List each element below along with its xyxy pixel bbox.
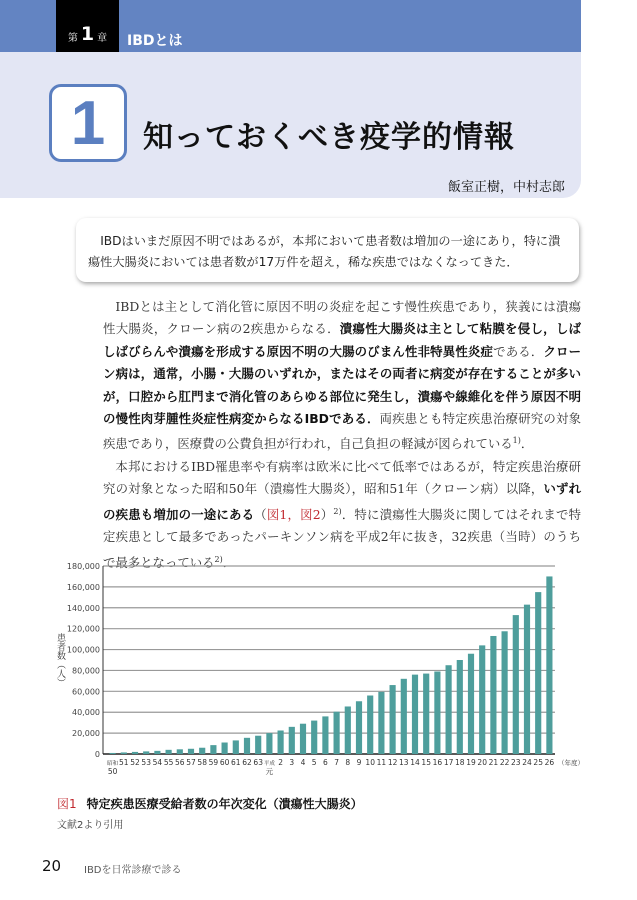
- y-tick-label: 160,000: [66, 582, 100, 592]
- bar: [154, 751, 160, 754]
- y-tick-label: 120,000: [66, 624, 100, 634]
- bar: [266, 733, 272, 754]
- x-tick-label: 52: [130, 758, 140, 767]
- bar: [345, 706, 351, 754]
- body-text: [103, 296, 581, 574]
- x-tick-label: 54: [152, 758, 163, 767]
- bar: [188, 749, 194, 754]
- bar: [199, 748, 205, 754]
- x-tick-label: 14: [410, 758, 420, 767]
- bar: [300, 724, 306, 754]
- x-tick-label: 26: [544, 758, 555, 767]
- y-tick-label: 180,000: [66, 562, 100, 571]
- text-segment: ．特に潰瘍性大腸炎に関してはそれまで特定疾患として最多であったパーキンソン病を平成2年に抜き，32疾患（当時）のうちで最多となっている: [103, 506, 582, 570]
- bar: [412, 675, 418, 754]
- abstract-box: IBDはいまだ原因不明ではあるが，本邦において患者数は増加の一途にあり，特に潰瘍性大腸炎においては患者数が17万件を超え，稀な疾患ではなくなってきた．: [76, 218, 579, 282]
- bar: [222, 743, 228, 754]
- bar: [278, 731, 284, 755]
- x-tick-label: 昭和: [107, 761, 119, 767]
- bar: [132, 752, 138, 754]
- bar: [289, 727, 295, 754]
- x-tick-label: 19: [466, 758, 476, 767]
- chapter-title: IBDとは: [127, 33, 183, 49]
- chapter-prefix: 第: [67, 33, 78, 44]
- x-tick-label: 55: [163, 758, 174, 767]
- bar: [166, 750, 172, 754]
- x-tick-label: 12: [387, 758, 398, 767]
- text-segment: ．: [520, 436, 534, 452]
- bar: [143, 751, 149, 754]
- y-axis-label: 患者数（人）: [55, 633, 65, 687]
- citation-superscript: 2): [333, 506, 342, 516]
- bar: [535, 592, 541, 754]
- x-tick-label: 56: [175, 758, 185, 767]
- x-tick-label: 20: [477, 758, 487, 767]
- x-tick-label: 58: [197, 758, 207, 767]
- bar: [502, 631, 508, 754]
- x-tick-label: 9: [356, 758, 362, 767]
- citation-superscript: 1): [512, 436, 521, 446]
- x-tick-label: 59: [208, 758, 219, 767]
- bar: [121, 752, 127, 754]
- x-tick-label: 2: [278, 758, 283, 767]
- x-tick-label-line2: 元: [265, 767, 274, 776]
- x-tick-label: 63: [253, 758, 263, 767]
- x-tick-label: 3: [289, 758, 295, 767]
- bar: [490, 636, 496, 754]
- text-segment: ．: [222, 554, 236, 570]
- x-tick-label: 平成: [263, 761, 275, 767]
- citation-superscript: 2): [214, 554, 223, 564]
- text-segment: 潰瘍性大腸炎は主として粘膜を侵し，しばしばびらんや潰瘍を形成する原因不明の大腸のびまん性非特異性炎症: [103, 321, 581, 359]
- text-segment: いずれの疾患も増加の一途にある: [103, 481, 581, 522]
- bar: [311, 721, 317, 754]
- x-tick-label: 22: [499, 758, 510, 767]
- figure-reference-link[interactable]: 図1，図2: [266, 506, 321, 522]
- bar: [356, 701, 362, 754]
- bar: [423, 674, 429, 754]
- bar: [434, 671, 440, 754]
- chapter-badge: [56, 0, 119, 52]
- x-tick-label: 17: [443, 758, 454, 767]
- x-tick-label: 13: [399, 758, 409, 767]
- bar: [233, 740, 239, 754]
- y-tick-label: 60,000: [72, 687, 100, 697]
- bar: [513, 615, 519, 754]
- bar: [524, 605, 530, 754]
- x-tick-label: 6: [323, 758, 328, 767]
- x-tick-label: 60: [219, 758, 230, 767]
- bar: [110, 753, 116, 754]
- bar: [255, 736, 261, 754]
- x-tick-label: 5: [311, 758, 317, 767]
- bar: [401, 679, 407, 754]
- text-segment: 両疾患とも特定疾患治療研究の対象疾患であり，医療費の公費負担が行われ，自己負担の軽減が図られている: [103, 411, 582, 452]
- x-tick-label: 62: [242, 758, 252, 767]
- bar: [367, 696, 373, 754]
- x-axis-label: （年度）: [558, 759, 584, 767]
- bar: [210, 745, 216, 754]
- x-tick-label: 7: [334, 758, 339, 767]
- text-segment: 本邦におけるIBD罹患率や有病率は欧米に比べて低率ではあるが，特定疾患治療研究の対象となった昭和50年（潰瘍性大腸炎），昭和51年（クローン病）以降，: [103, 458, 581, 497]
- bar: [322, 716, 328, 754]
- x-tick-label: 21: [488, 758, 499, 767]
- bar: [390, 685, 396, 754]
- figure-source: 文献2より引用: [57, 820, 124, 831]
- y-tick-label: 140,000: [66, 603, 100, 613]
- x-tick-label-line2: 50: [107, 767, 118, 776]
- bar: [479, 645, 485, 754]
- text-segment: クローン病は，通常，小腸・大腸のいずれか，またはその両者に病変が存在することが多いが，口腔から肛門まで消化管のあらゆる部位に発生し，潰瘍や線維化を伴う原因不明の慢性肉芽腫性炎症性病変からなるIBDである．: [103, 343, 582, 427]
- x-tick-label: 61: [231, 758, 241, 767]
- x-tick-label: 24: [522, 758, 532, 767]
- x-tick-label: 57: [186, 758, 196, 767]
- bar: [378, 692, 384, 754]
- y-tick-label: 80,000: [72, 666, 100, 676]
- bar: [244, 738, 250, 754]
- figure-caption-text: 特定疾患医療受給者数の年次変化（潰瘍性大腸炎）: [86, 797, 363, 811]
- authors: 飯室正樹，中村志郎: [447, 180, 565, 195]
- y-tick-label: 100,000: [66, 645, 100, 655]
- text-segment: ）: [320, 506, 334, 522]
- text-segment: IBDとは主として消化管に原因不明の炎症を起こす慢性疾患であり，狭義には潰瘍性大腸炎，クローン病の2疾患からなる．: [103, 299, 581, 337]
- x-tick-label: 11: [376, 758, 387, 767]
- x-tick-label: 4: [300, 758, 306, 767]
- bar: [546, 576, 552, 754]
- x-tick-label: 16: [432, 758, 443, 767]
- y-tick-label: 0: [94, 750, 100, 759]
- x-tick-label: 53: [141, 758, 151, 767]
- text-segment: である．: [493, 343, 544, 359]
- figure-label: 図1: [57, 797, 77, 811]
- x-tick-label: 15: [421, 758, 431, 767]
- y-tick-label: 40,000: [72, 708, 100, 718]
- chapter-number: 1: [80, 23, 95, 45]
- bar: [468, 654, 474, 754]
- bar: [446, 665, 452, 754]
- page-number: 20: [42, 857, 62, 875]
- x-tick-label: 10: [365, 758, 375, 767]
- section-number-box: 1: [49, 84, 127, 162]
- x-tick-label: 23: [511, 758, 521, 767]
- running-head: IBDを日常診療で診る: [84, 865, 182, 876]
- text-segment: （: [254, 506, 267, 522]
- paragraph-1: [103, 296, 581, 456]
- bar: [334, 712, 340, 754]
- y-tick-label: 20,000: [72, 729, 100, 739]
- x-tick-label: 25: [533, 758, 543, 767]
- bar: [457, 660, 463, 754]
- x-tick-label: 18: [455, 758, 465, 767]
- chapter-suffix: 章: [97, 33, 108, 44]
- section-title: 知っておくべき疫学的情報: [143, 120, 515, 155]
- bar-chart: [50, 555, 610, 790]
- figure-caption: [57, 795, 363, 812]
- bar: [177, 749, 183, 754]
- x-tick-label: 8: [345, 758, 351, 767]
- x-tick-label: 51: [119, 758, 129, 767]
